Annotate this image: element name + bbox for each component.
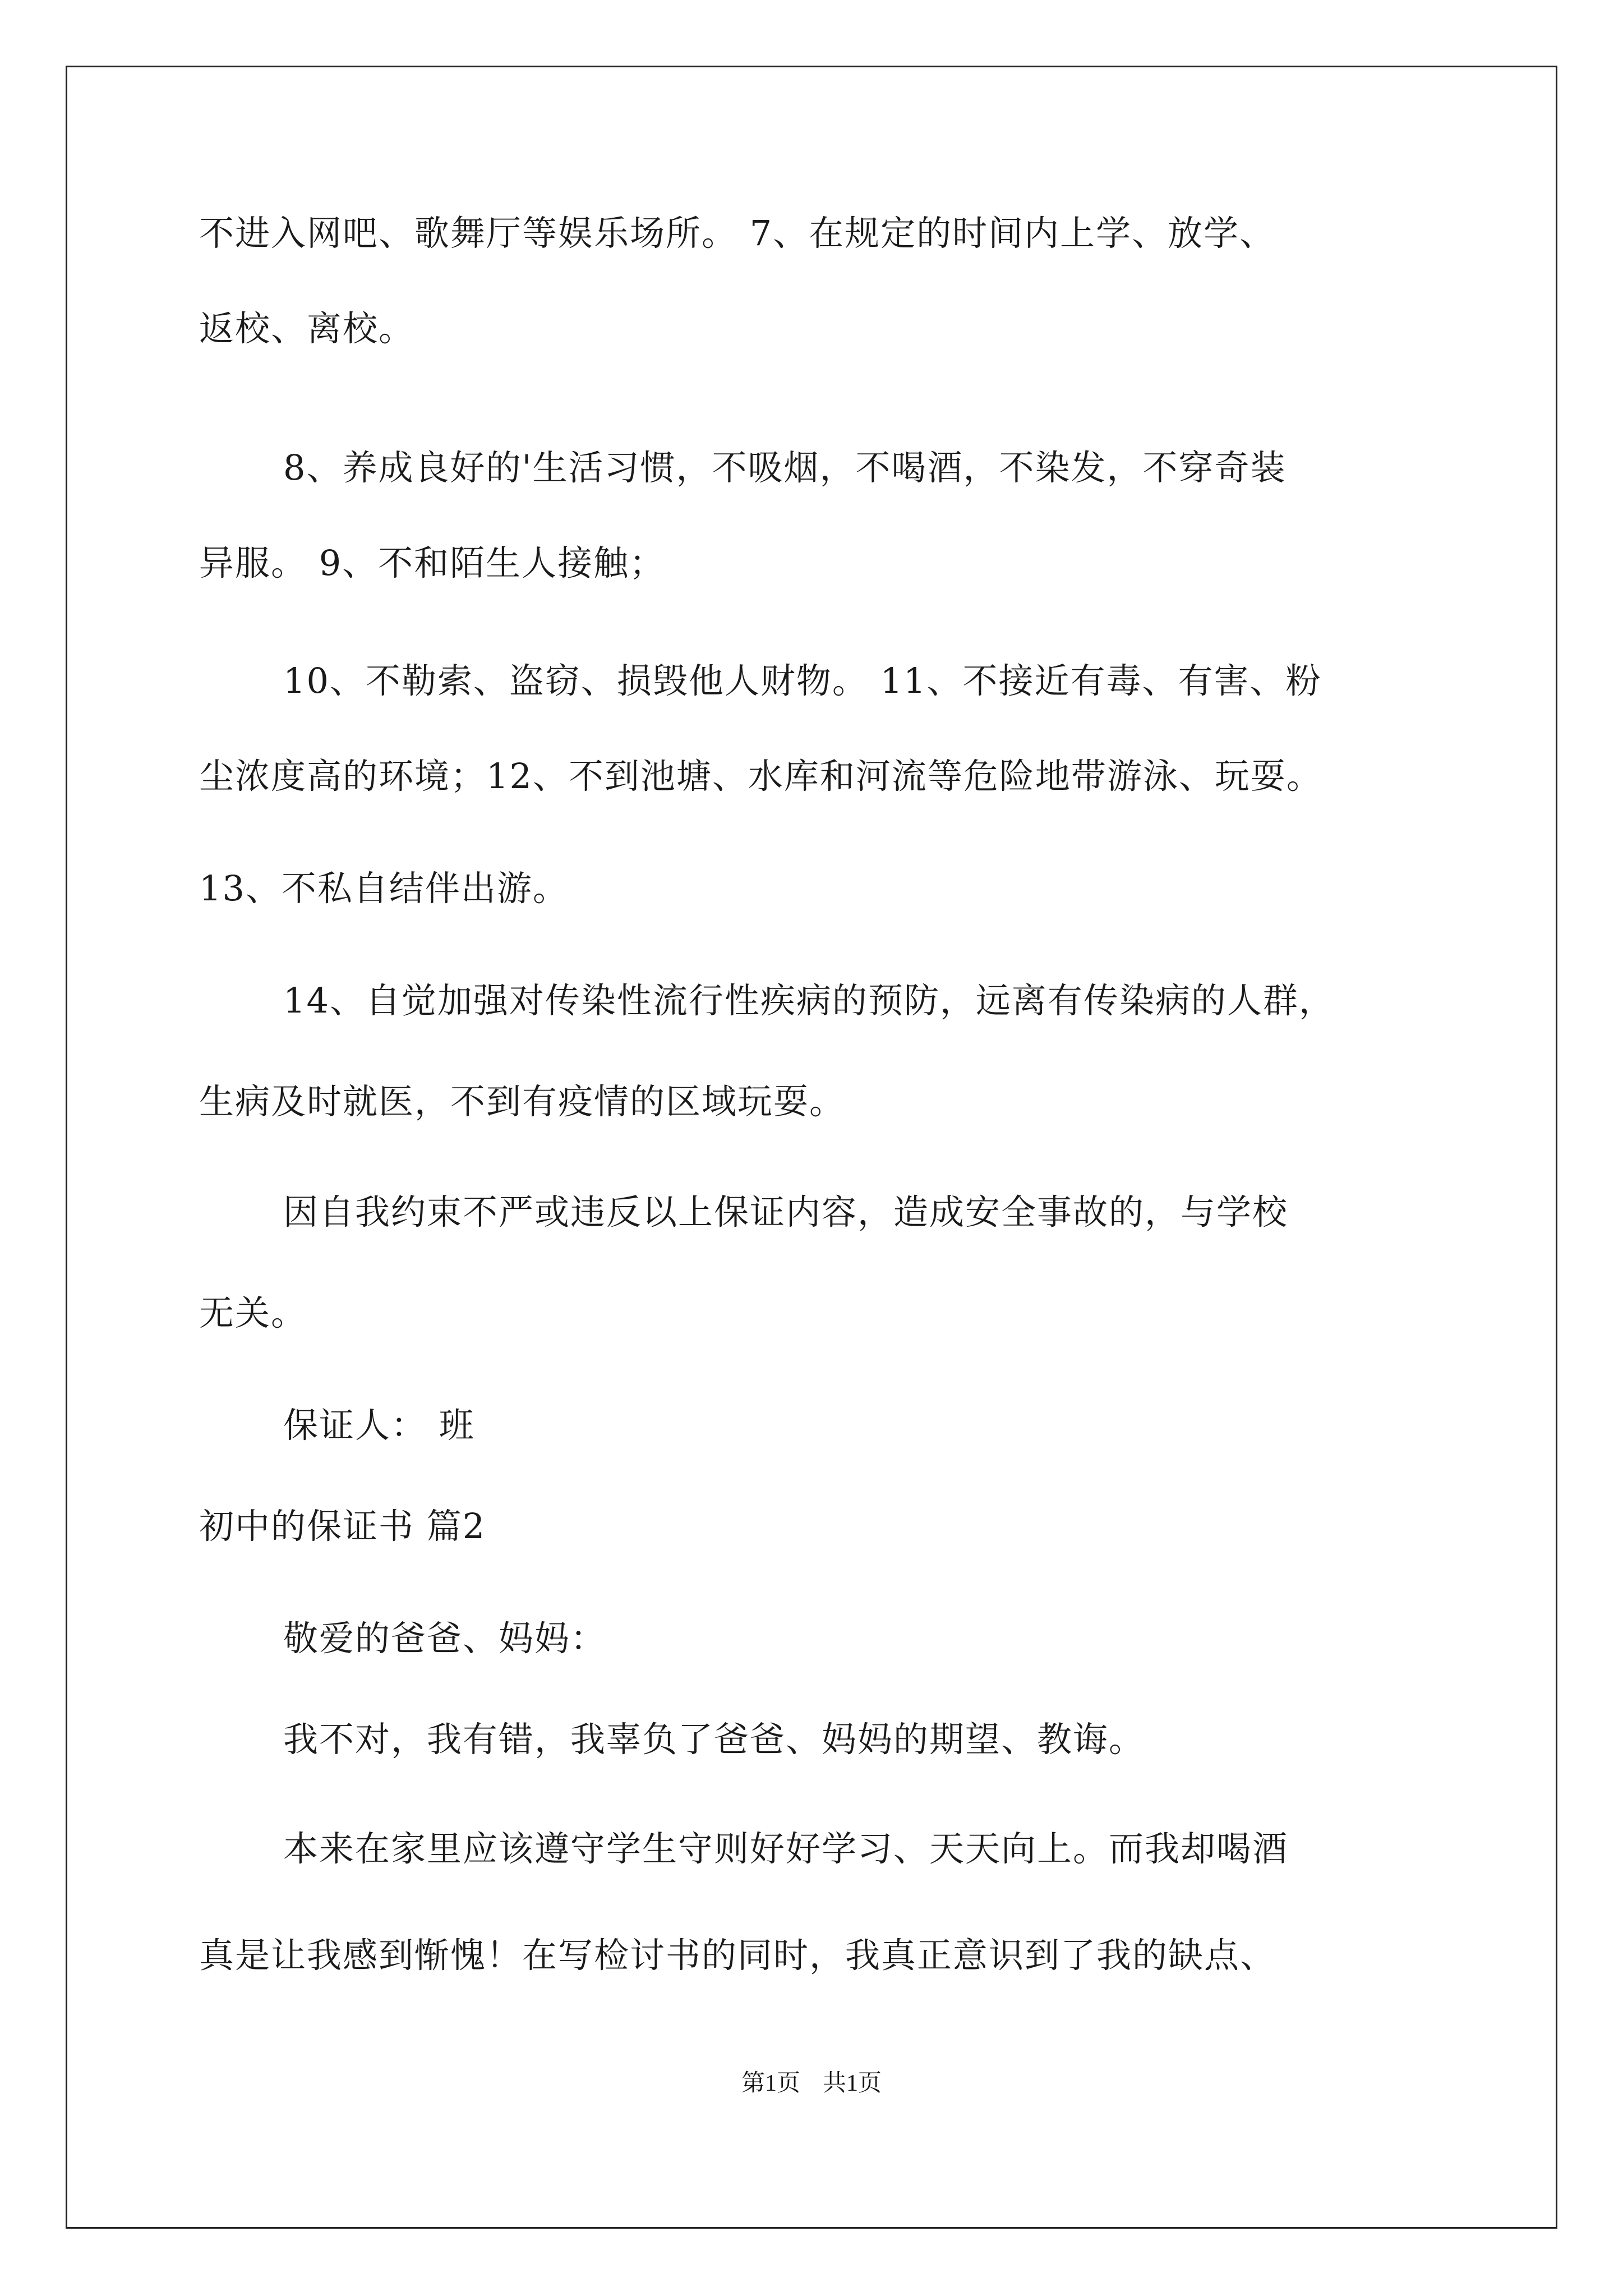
text-line: 真是让我感到惭愧！在写检讨书的同时，我真正意识到了我的缺点、 [199,1935,1276,1976]
text-line: 不进入网吧、歌舞厅等娱乐场所。 7、在规定的时间内上学、放学、 [199,213,1276,254]
text-line: 尘浓度高的环境；12、不到池塘、水库和河流等危险地带游泳、玩耍。 [199,756,1322,797]
text-line: 本来在家里应该遵守学生守则好好学习、天天向上。而我却喝酒 [283,1828,1289,1869]
text-line: 因自我约束不严或违反以上保证内容，造成安全事故的，与学校 [283,1191,1289,1232]
page-border [66,66,1557,2229]
text-line: 我不对，我有错，我辜负了爸爸、妈妈的期望、教诲。 [283,1719,1145,1760]
text-line: 14、自觉加强对传染性流行性疾病的预防，远离有传染病的人群， [283,980,1335,1021]
salutation: 敬爱的爸爸、妈妈： [283,1618,607,1659]
page-number: 第1页 [741,2070,800,2096]
text-line: 13、不私自结伴出游。 [199,868,569,909]
text-line: 异服。 9、不和陌生人接触； [199,542,666,583]
text-line: 10、不勒索、盗窃、损毁他人财物。 11、不接近有毒、有害、粉 [283,660,1322,701]
text-line: 8、养成良好的'生活习惯，不吸烟，不喝酒，不染发，不穿奇装 [283,447,1287,488]
text-line: 返校、离校。 [199,308,415,349]
page-footer [0,2072,1623,2095]
signature-line: 保证人： 班 [283,1405,475,1446]
text-line: 无关。 [199,1292,307,1333]
page-total: 共1页 [823,2070,882,2096]
text-line: 生病及时就医，不到有疫情的区域玩耍。 [199,1081,846,1122]
section-heading: 初中的保证书 篇2 [199,1506,486,1547]
